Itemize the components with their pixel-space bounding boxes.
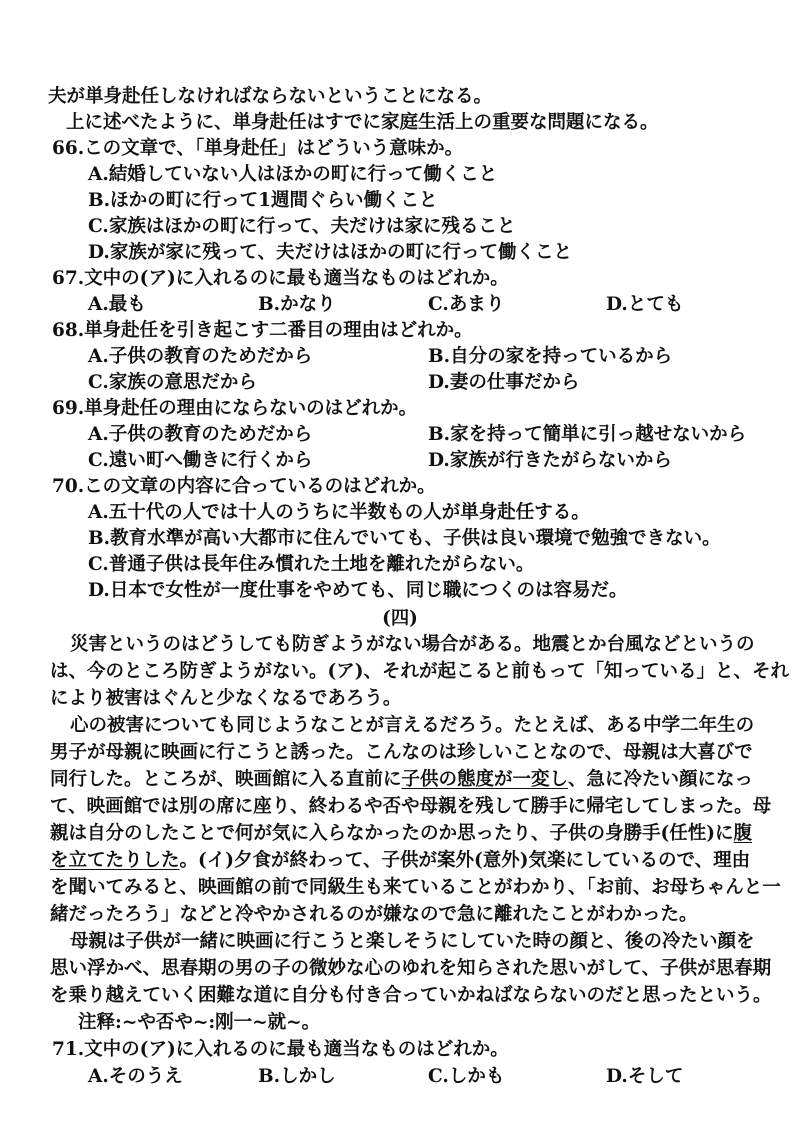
q71-option-d: D.そして: [606, 1066, 684, 1087]
q68-option-b: B.自分の家を持っているから: [428, 346, 673, 367]
passage-p2-line-3: [50, 767, 753, 793]
passage-text: 同行した。ところが、映画館に入る直前に: [50, 769, 402, 790]
q67-option-d: D.とても: [606, 294, 684, 315]
q67-option-b: B.かなり: [258, 294, 336, 315]
passage-p2-line-7: を聞いてみると、映画館の前で同級生も来ていることがわかり、「お前、お母ちゃんと一: [50, 877, 781, 898]
passage-p1-line-3: により被害はぐんと少なくなるであろう。: [50, 688, 402, 709]
passage-p2-line-5: [50, 821, 752, 847]
passage-p3-line-3: を乗り越えていく困難な道に自分も付き合っていかねばならないのだと思ったという。: [50, 985, 772, 1006]
q69-option-c: C.遠い町へ働きに行くから: [88, 450, 313, 471]
q66-option-a: A.結婚していない人はほかの町に行って働くこと: [88, 164, 498, 185]
q66-option-b: B.ほかの町に行って1週間ぐらい働くこと: [88, 190, 438, 211]
passage-p1-line-1: 災害というのはどうしても防ぎようがない場合がある。地震とか台風などというの: [70, 634, 755, 655]
q71-option-b: B.しかし: [258, 1066, 336, 1087]
passage-p2-line-8: 緒だったろう」などと冷やかされるのが嫌なので急に離れたことがわかった。: [50, 904, 698, 925]
q68-option-c: C.家族の意思だから: [88, 372, 257, 393]
passage-p2-line-4: て、映画館では別の席に座り、終わるや否や母親を残して勝手に帰宅してしまった。母: [50, 796, 772, 817]
section-heading: (四): [382, 608, 418, 629]
passage-p3-line-2: 思い浮かべ、思春期の男の子の微妙な心のゆれを知らされた思いがして、子供が思春期: [50, 958, 772, 979]
q69-option-a: A.子供の教育のためだから: [88, 424, 313, 445]
q67-option-c: C.あまり: [428, 294, 505, 315]
q68-option-d: D.妻の仕事だから: [428, 372, 580, 393]
q68-option-a: A.子供の教育のためだから: [88, 346, 313, 367]
passage-text: 。(イ)夕食が終わって、子供が案外(意外)気楽にしているので、理由: [179, 850, 751, 871]
passage-p3-line-1: 母親は子供が一緒に映画に行こうと楽しそうにしていた時の顔と、後の冷たい顔を: [70, 931, 755, 952]
passage-text: 親は自分のしたことで何が気に入らなかったのか思ったり、子供の身勝手(任性)に: [50, 823, 734, 844]
q67-stem: 67.文中の(ア)に入れるのに最も適当なものはどれか。: [52, 268, 509, 289]
q70-option-c: C.普通子供は長年住み慣れた土地を離れたがらない。: [88, 554, 535, 575]
passage-p1-line-2: は、今のところ防ぎようがない。(ア)、それが起こると前もって「知っている」と、それ: [50, 661, 790, 682]
passage-p2-line-1: 心の被害についても同じようなことが言えるだろう。たとえば、ある中学二年生の: [70, 715, 755, 736]
intro-line-1: 夫が単身赴任しなければならないということになる。: [48, 86, 493, 107]
underlined-phrase-1: 子供の態度が一変し: [401, 769, 569, 790]
underlined-phrase-2a: 腹: [733, 823, 753, 844]
q71-option-c: C.しかも: [428, 1066, 505, 1087]
q66-option-d: D.家族が家に残って、夫だけはほかの町に行って働くこと: [88, 242, 572, 263]
passage-p2-line-2: 男子が母親に映画に行こうと誘った。こんなのは珍しいことなので、母親は大喜びで: [50, 742, 753, 763]
q71-option-a: A.そのうえ: [88, 1066, 183, 1087]
q70-option-b: B.教育水準が高い大都市に住んでいても、子供は良い環境で勉強できない。: [88, 528, 721, 549]
q68-stem: 68.単身赴任を引き起こす二番目の理由はどれか。: [52, 320, 473, 341]
intro-line-2: 上に述べたように、単身赴任はすでに家庭生活上の重要な問題になる。: [66, 112, 659, 133]
passage-text: 、急に冷たい顔になっ: [568, 769, 754, 790]
underlined-phrase-2b: を立てたりした: [50, 850, 180, 871]
passage-p2-line-6: [50, 848, 750, 874]
q70-option-d: D.日本で女性が一度仕事をやめても、同じ職につくのは容易だ。: [88, 580, 628, 601]
q69-stem: 69.単身赴任の理由にならないのはどれか。: [52, 398, 418, 419]
q70-option-a: A.五十代の人では十人のうちに半数もの人が単身赴任する。: [88, 502, 590, 523]
q69-option-d: D.家族が行きたがらないから: [428, 450, 672, 471]
q70-stem: 70.この文章の内容に合っているのはどれか。: [52, 476, 436, 497]
q71-stem: 71.文中の(ア)に入れるのに最も適当なものはどれか。: [52, 1039, 509, 1060]
q66-stem: 66.この文章で、「単身赴任」はどういう意味か。: [52, 138, 464, 159]
q67-option-a: A.最も: [88, 294, 146, 315]
q69-option-b: B.家を持って簡単に引っ越せないから: [428, 424, 747, 445]
passage-note: 注释:~や否や~:刚一~就~。: [78, 1012, 321, 1033]
q66-option-c: C.家族はほかの町に行って、夫だけは家に残ること: [88, 216, 516, 237]
